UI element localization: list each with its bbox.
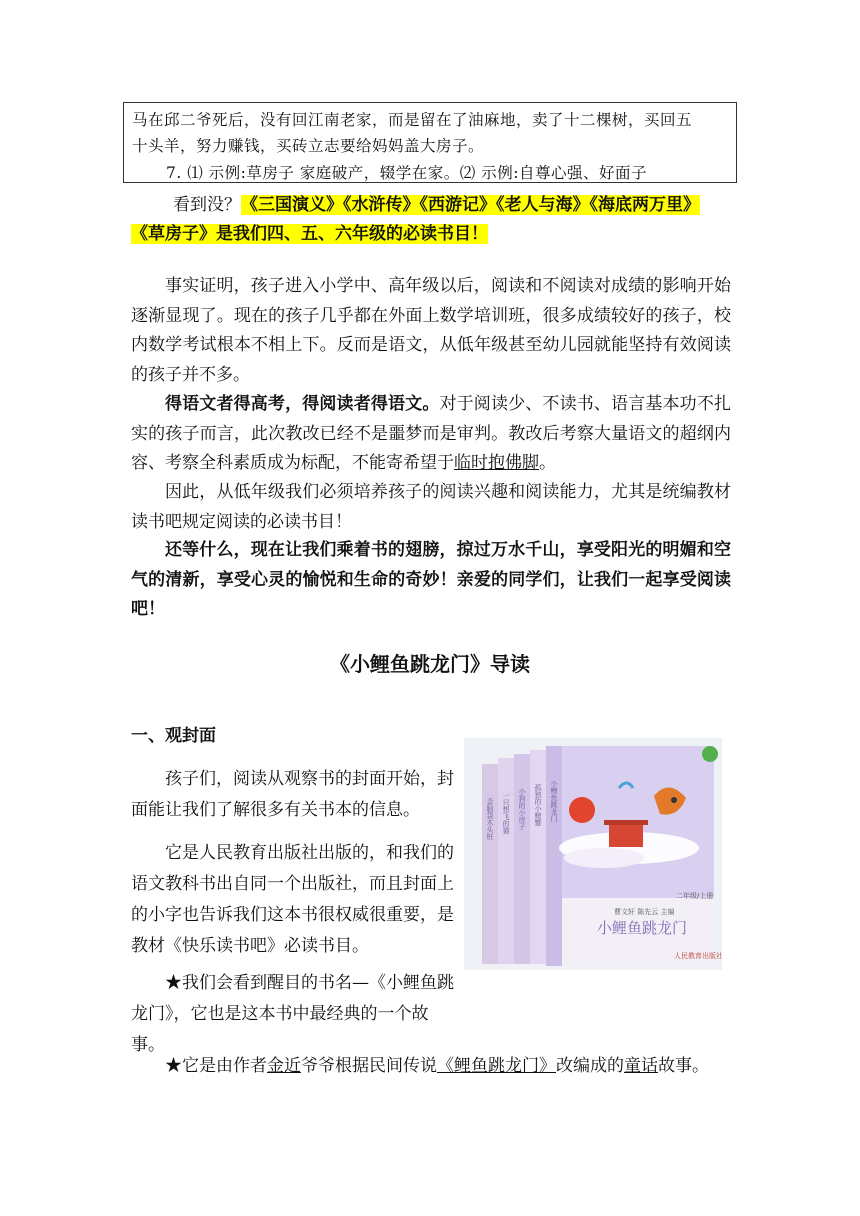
- book-spine-title: 孤独的小螃蟹: [534, 784, 542, 826]
- book-spine-1: [482, 764, 498, 964]
- booklist-prefix: 看到没？: [173, 195, 241, 215]
- book-spine-2: [498, 758, 514, 964]
- cover-p4-d: 故事。: [658, 1056, 709, 1076]
- publisher-logo-icon: [702, 746, 718, 762]
- cover-paragraph-1: 孩子们，阅读从观察书的封面开始，封面能让我们了解很多有关书本的信息。: [131, 769, 454, 820]
- cover-p4-b: 爷爷根据民间传说: [301, 1056, 437, 1076]
- cover-publisher-text: 人民教育出版社: [674, 952, 722, 960]
- book-spine-title: 小鲤鱼跳龙门: [550, 780, 558, 822]
- section-heading: 一、观封面: [131, 726, 216, 746]
- booklist-note: 《草房子》是我们四、五、六年级的必读书目！: [131, 224, 488, 244]
- sun-icon: [569, 797, 595, 823]
- answer-line-3: 7. ⑴ 示例:草房子 家庭破产，辍学在家。⑵ 示例:自尊心强、好面子: [166, 164, 647, 182]
- booklist-line-1: [173, 190, 700, 215]
- paragraph-call-to-read: 还等什么，现在让我们乘着书的翅膀，掠过万水千山，享受阳光的明媚和空气的清新，享受心灵的愉悦和生命的奇妙！亲爱的同学们，让我们一起享受阅读吧！: [131, 540, 731, 619]
- paragraph-exam-text: 对于阅读少、不读书、语言基本功不扎实的孩子而言，此次教改已经不是噩梦而是审判。教改后考察大量语文的超纲内容、考察全科素质成为标配，不能寄希望于: [131, 394, 731, 473]
- book-set-illustration: [464, 738, 722, 970]
- cover-grade-text: 二年级/上册: [676, 892, 714, 900]
- paragraph-exam-underlined: 临时抱佛脚: [454, 453, 539, 473]
- book-spine-title: 一只想飞的猫: [502, 792, 510, 834]
- book-spine-title: 歪脑袋木头桩: [486, 798, 494, 840]
- cover-title-text: 小鲤鱼跳龙门: [596, 919, 688, 937]
- booklist-line-2: [131, 219, 488, 244]
- book-set-image: [464, 738, 722, 970]
- gate-icon: [609, 823, 643, 847]
- book-spine-title: 小狗的小房子: [518, 788, 526, 830]
- paragraph-therefore: 因此，从低年级我们必须培养孩子的阅读兴趣和阅读能力，尤其是统编教材读书吧规定阅读的必读书目！: [131, 482, 731, 532]
- answer-line-2: 十头羊，努力赚钱，买砖立志要给妈妈盖大房子。: [132, 137, 485, 155]
- book-spine-3: [514, 754, 530, 964]
- answer-excerpt-box: [123, 102, 737, 183]
- paragraph-exam: [131, 390, 731, 479]
- book-spine-4: [530, 750, 546, 964]
- cover-p4-c: 改编成的: [556, 1056, 624, 1076]
- cover-paragraph-3: ★我们会看到醒目的书名—《小鲤鱼跳龙门》，它也是这本书中最经典的一个故事。: [131, 973, 454, 1055]
- source-legend: 《鲤鱼跳龙门》: [437, 1056, 556, 1076]
- paragraph-exam-end: 。: [539, 453, 556, 473]
- booklist-titles: 《三国演义》《水浒传》《西游记》《老人与海》《海底两万里》: [241, 195, 700, 215]
- cover-authors-text: 曹文轩 陈先云 主编: [614, 908, 675, 916]
- answer-line-1: 马在邱二爷死后，没有回江南老家，而是留在了油麻地，卖了十二棵树，买回五: [132, 111, 693, 129]
- genre: 童话: [624, 1056, 658, 1076]
- paragraph-reading-effect: 事实证明，孩子进入小学中、高年级以后，阅读和不阅读对成绩的影响开始逐渐显现了。现在的孩子几乎都在外面上数学培训班，很多成绩较好的孩子，校内数学考试根本不相上下。反而是语文，从低年级甚至幼儿园就能坚持有效阅读的孩子并不多。: [131, 276, 731, 385]
- cover-paragraph-2: 它是人民教育出版社出版的，和我们的语文教科书出自同一个出版社，而且封面上的小字也告诉我们这本书很权威很重要，是教材《快乐读书吧》必读书目。: [131, 843, 454, 956]
- cover-p4-a: ★它是由作者: [165, 1056, 267, 1076]
- paragraph-exam-lead: 得语文者得高考，得阅读者得语文。: [165, 394, 440, 414]
- book-spine-front: [546, 746, 562, 966]
- page-title: 《小鲤鱼跳龙门》导读: [330, 652, 530, 676]
- cover-paragraph-4: [165, 1051, 709, 1076]
- author-name: 金近: [267, 1056, 301, 1076]
